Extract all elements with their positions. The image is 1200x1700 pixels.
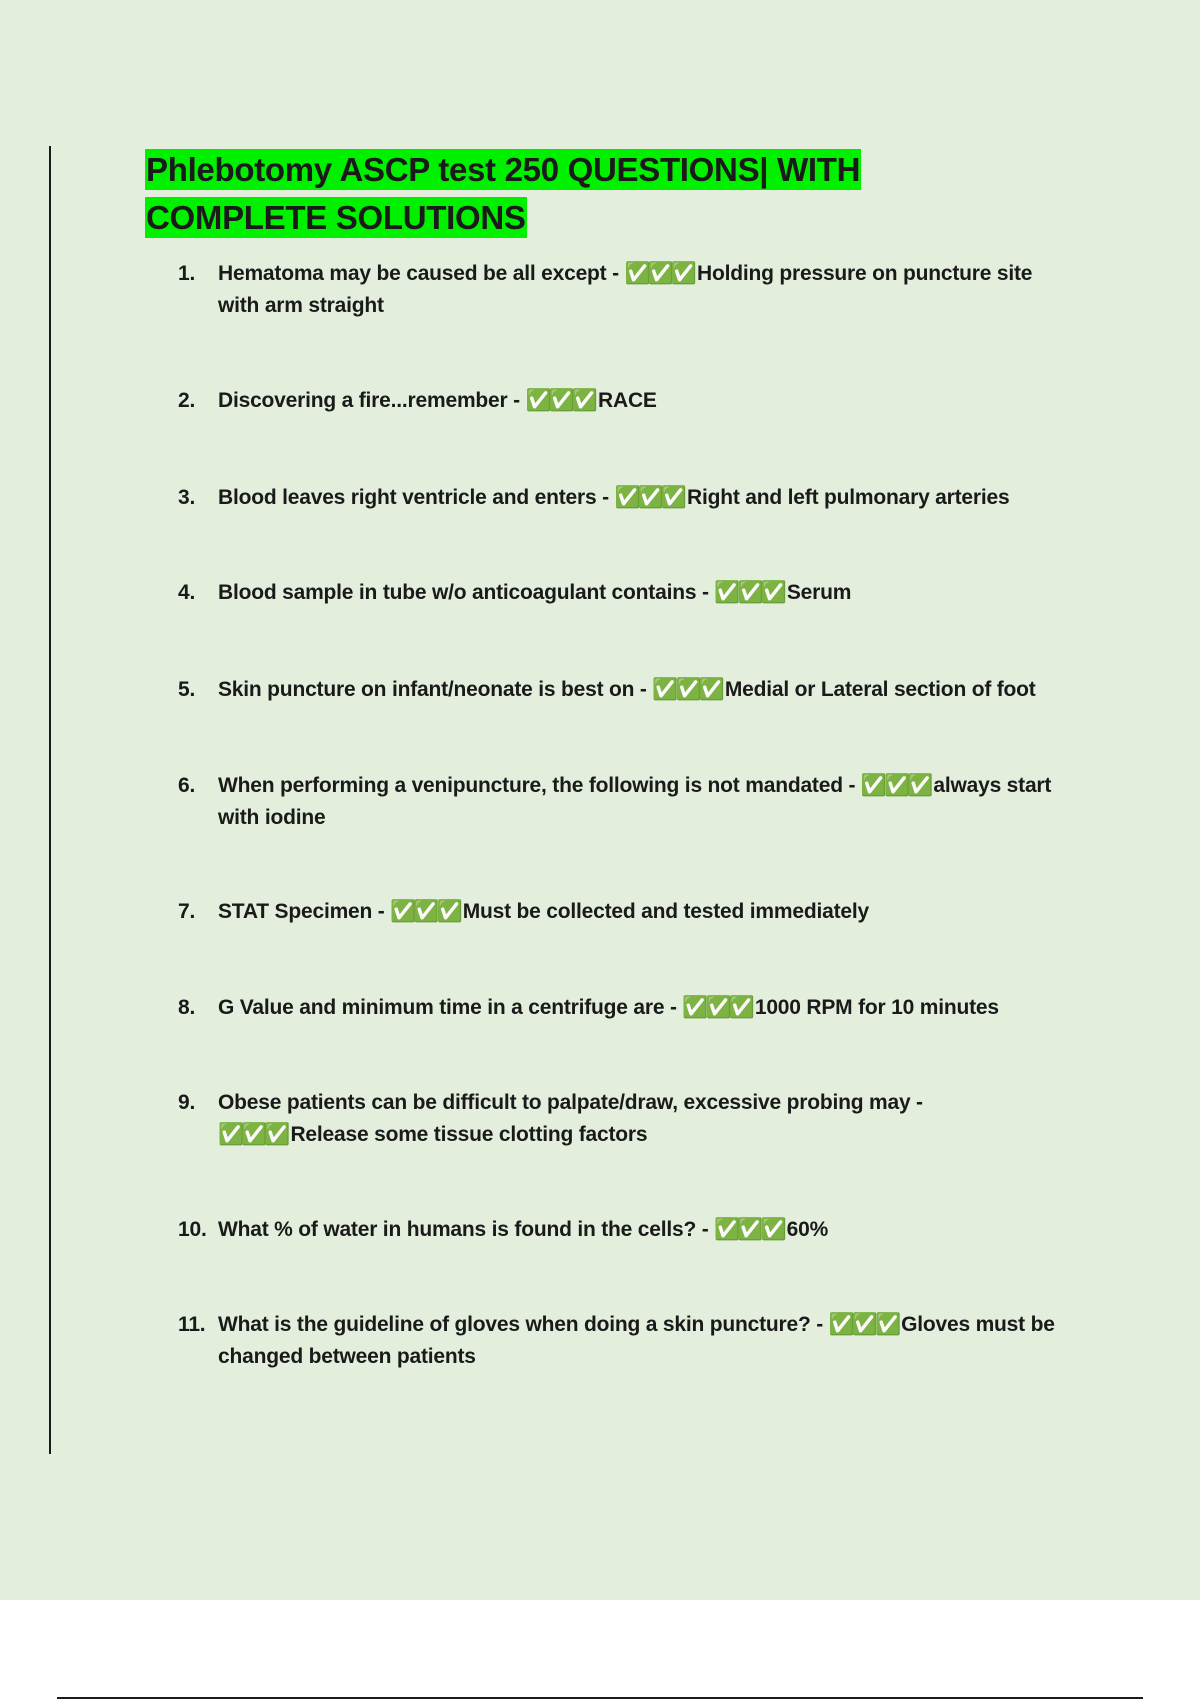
question-item-2 — [178, 385, 1078, 417]
question-number: 6. — [178, 774, 196, 797]
question-list — [178, 258, 1078, 1373]
answer-text: RACE — [598, 389, 657, 412]
check-icon: ✅✅✅ — [614, 486, 685, 509]
check-icon: ✅✅✅ — [624, 262, 694, 285]
check-icon: ✅✅✅ — [714, 1218, 784, 1241]
question-text: Obese patients can be difficult to palpate/draw, excessive probing may - — [218, 1091, 923, 1114]
check-icon: ✅✅✅ — [714, 581, 784, 604]
question-text: Discovering a fire...remember - — [218, 389, 520, 412]
question-number: 11. — [178, 1313, 206, 1336]
answer-text: always start with iodine — [218, 774, 1052, 829]
answer-text: Serum — [786, 581, 852, 604]
answer-text: Gloves must be changed between patients — [218, 1313, 1055, 1368]
title-highlight: Phlebotomy ASCP test 250 QUESTIONS| WITH COMPLETE SOLUTIONS — [146, 151, 861, 236]
document-title — [145, 146, 1045, 242]
question-number: 7. — [178, 900, 196, 923]
footer-rule — [57, 1697, 1143, 1699]
check-icon: ✅✅✅ — [860, 774, 931, 797]
check-icon: ✅✅✅ — [652, 678, 722, 701]
answer-text: Medial or Lateral section of foot — [724, 678, 1036, 701]
question-text: Hematoma may be caused be all except - — [218, 262, 619, 285]
question-item-6 — [178, 770, 1078, 834]
answer-text: Right and left pulmonary arteries — [687, 486, 1010, 509]
question-item-9 — [178, 1087, 1078, 1151]
check-icon: ✅✅✅ — [390, 900, 460, 923]
question-item-1 — [178, 258, 1078, 322]
question-text: Blood sample in tube w/o anticoagulant contains - — [218, 581, 709, 604]
question-text: What % of water in humans is found in the cells? - — [218, 1218, 709, 1241]
left-margin-rule — [49, 146, 51, 1454]
question-text: Skin puncture on infant/neonate is best on - — [218, 678, 647, 701]
question-text: STAT Specimen - — [218, 900, 385, 923]
answer-text: 60% — [786, 1218, 829, 1241]
answer-text: Holding pressure on puncture site with arm straight — [218, 262, 1033, 317]
question-number: 10. — [178, 1218, 207, 1241]
answer-text: 1000 RPM for 10 minutes — [754, 996, 999, 1019]
check-icon: ✅✅✅ — [682, 996, 752, 1019]
question-item-7 — [178, 896, 1078, 928]
question-number: 4. — [178, 581, 196, 604]
question-number: 2. — [178, 389, 196, 412]
question-number: 5. — [178, 678, 196, 701]
check-icon: ✅✅✅ — [218, 1123, 288, 1146]
check-icon: ✅✅✅ — [525, 389, 596, 412]
question-number: 3. — [178, 486, 196, 509]
answer-text: Must be collected and tested immediately — [462, 900, 869, 923]
question-number: 1. — [178, 262, 196, 285]
question-number: 8. — [178, 996, 196, 1019]
check-icon: ✅✅✅ — [828, 1313, 899, 1336]
question-item-4 — [178, 577, 1078, 609]
question-item-8 — [178, 992, 1078, 1024]
question-text: What is the guideline of gloves when doing a skin puncture? - — [218, 1313, 824, 1336]
question-text: Blood leaves right ventricle and enters - — [218, 486, 609, 509]
question-number: 9. — [178, 1091, 196, 1114]
question-item-3 — [178, 482, 1078, 514]
question-text: G Value and minimum time in a centrifuge are - — [218, 996, 677, 1019]
question-item-10 — [178, 1214, 1078, 1246]
answer-text: Release some tissue clotting factors — [290, 1123, 648, 1146]
question-text: When performing a venipuncture, the following is not mandated - — [218, 774, 856, 797]
question-item-5 — [178, 674, 1078, 706]
question-item-11 — [178, 1309, 1078, 1373]
